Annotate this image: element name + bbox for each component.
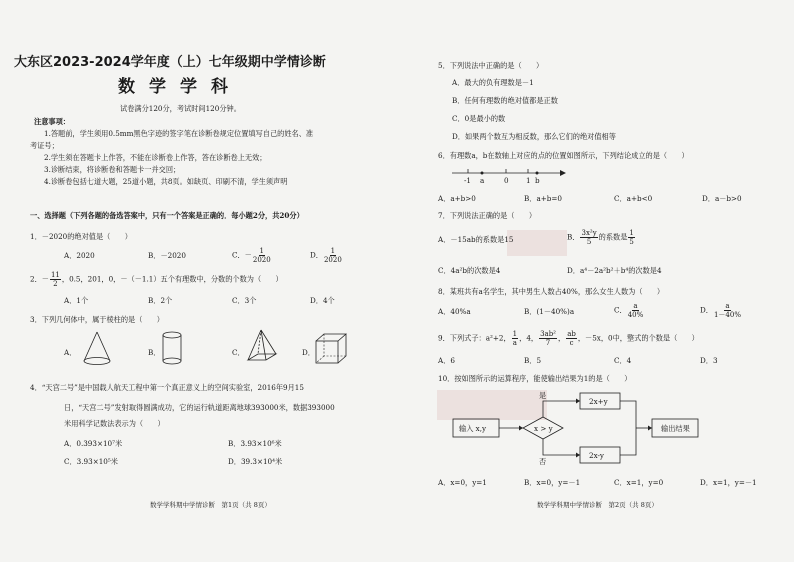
q1-option-b: B．－2020 (148, 251, 186, 260)
cube-figure (314, 332, 348, 366)
axis-label-0: 0 (504, 176, 509, 185)
q7-stem: 7．下列说法正确的是（ ） (438, 211, 537, 220)
q2-option-c: C．3个 (232, 296, 257, 305)
q6-option-d: D．a－b>0 (702, 194, 742, 203)
q10-option-a: A．x=0，y=1 (438, 478, 487, 487)
q5-option-c: C．0是最小的数 (452, 114, 506, 123)
q9-stem: 9．下列式子：a²+2， $\frac{1}{a}$ ，4， $\frac{\text{3ab²}}{7}$ ， $\frac{ab}{c}$ ，－5x，0中，整式的个数是（ ） (438, 330, 699, 347)
q4-option-c: C．3.93×10⁵米 (64, 457, 118, 466)
q4-option-d: D．39.3×10⁴米 (228, 457, 283, 466)
q5-stem: 5．下列说法中正确的是（ ） (438, 61, 544, 70)
right-page (397, 0, 794, 562)
subject-heading: 数学学科 (118, 77, 242, 97)
q1-option-a: A．2020 (64, 251, 95, 260)
q6-option-c: C．a+b<0 (614, 194, 653, 203)
exam-title: 大东区2023-2024学年度（上）七年级期中学情诊断 (14, 55, 326, 70)
watermark-smudge (507, 230, 567, 256)
q6-stem: 6．有理数a，b在数轴上对应的点的位置如图所示，下列结论成立的是（ ） (438, 151, 689, 160)
flow-condition-label: x > y (534, 424, 553, 433)
q9-option-b: B．5 (524, 356, 542, 365)
q9-option-c: C．4 (614, 356, 632, 365)
q2-stem: 2．－ $\frac{11}{2}$ ，0.5，201，0，－（－1.1）五个有理数中，分数的个数为（ ） (30, 271, 283, 288)
q4-line-2: 日，“天宫二号”发射取得圆满成功，它的运行轨道距离地球393000米，数据393000 (64, 403, 335, 412)
axis-label-1: 1 (526, 176, 531, 185)
axis-label-neg1: -1 (464, 176, 472, 185)
q10-option-c: C．x=1，y=0 (614, 478, 664, 487)
q4-line-3: 米用科学记数法表示为（ ） (64, 419, 165, 428)
q3-option-a: A． (64, 348, 77, 357)
q2-option-a: A．1个 (64, 296, 89, 305)
q6-option-b: B．a+b=0 (524, 194, 562, 203)
q2-option-d: D．4个 (310, 296, 335, 305)
q3-option-b: B． (148, 348, 161, 357)
q3-option-c: C． (232, 348, 245, 357)
section-1-heading: 一、选择题（下列各题的备选答案中，只有一个答案是正确的．每小题2分，共20分） (30, 211, 304, 220)
q9-option-d: D．3 (700, 356, 718, 365)
flow-input-label: 输入 x,y (459, 424, 487, 433)
pyramid-figure (244, 328, 280, 366)
q8-option-c: C． $\frac{a}{40\%}$ (614, 302, 644, 319)
q5-option-d: D．如果两个数互为相反数，那么它们的绝对值相等 (452, 132, 616, 141)
q5-option-b: B．任何有理数的绝对值都是正数 (452, 96, 558, 105)
cone-figure (80, 330, 114, 366)
q7-option-c: C．4a²b的次数是4 (438, 266, 501, 275)
axis-label-b: b (535, 176, 540, 185)
q9-option-a: A．6 (438, 356, 455, 365)
q3-option-d: D． (302, 348, 315, 357)
q7-option-b: B． $\frac{\text{3x²y}}{5}$ 的系数是 $\frac{1}{5}$ (567, 229, 634, 246)
q10-option-d: D．x=1，y=－1 (700, 478, 757, 487)
q1-stem: 1．－2020的绝对值是（ ） (30, 232, 132, 241)
left-footer: 数学学科期中学情诊断 第1页（共 8页） (150, 501, 271, 509)
q3-stem: 3．下列几何体中，属于棱柱的是（ ） (30, 315, 164, 324)
flow-bottom-formula: 2x-y (589, 451, 604, 460)
notes-heading: 注意事项： (34, 117, 70, 126)
flow-top-formula: 2x+y (589, 397, 608, 406)
q8-option-d: D． $\frac{a}{1-40\%}$ (700, 302, 741, 319)
note-4: 4.诊断卷包括七道大题，25道小题，共8页。如缺页、印刷不清，学生须声明 (44, 177, 288, 186)
note-1: 1.答题前，学生须用0.5mm黑色字迹的签字笔在诊断卷规定位置填写自己的姓名、准 (44, 129, 314, 138)
q6-option-a: A．a+b>0 (438, 194, 476, 203)
axis-label-a: a (480, 176, 485, 185)
q1-option-c: C．－ $\frac{1}{2020}$ (232, 247, 271, 264)
note-2: 2.学生须在答题卡上作答，不能在诊断卷上作答，答在诊断卷上无效； (44, 153, 267, 162)
right-footer: 数学学科期中学情诊断 第2页（共 8页） (537, 501, 658, 509)
cylinder-figure (160, 330, 184, 366)
q7-option-a: A．－15ab的系数是15 (438, 235, 514, 244)
note-3: 3.诊断结束，将诊断卷和答题卡一并交回； (44, 165, 181, 174)
q8-option-b: B．(1－40%)a (524, 307, 575, 316)
q8-option-a: A．40%a (438, 307, 471, 316)
q8-stem: 8．某班共有a名学生，其中男生人数占40%，那么女生人数为（ ） (438, 287, 665, 296)
flow-no-label: 否 (539, 457, 547, 466)
exam-info: 试卷满分120分，考试时间120分钟。 (120, 104, 241, 113)
q10-stem: 10．按如图所示的运算程序，能使输出结果为1的是（ ） (438, 374, 632, 383)
flow-output-label: 输出结果 (661, 424, 690, 433)
flow-yes-label: 是 (539, 391, 547, 400)
q2-option-b: B．2个 (148, 296, 173, 305)
q10-option-b: B．x=0，y=－1 (524, 478, 581, 487)
note-1-cont: 考证号； (30, 141, 59, 150)
q4-line-1: 4．“天宫二号”是中国载人航天工程中第一个真正意义上的空间实验室，2016年9月15 (30, 383, 304, 392)
q7-option-d: D．a⁴－2a²b²＋b⁴的次数是4 (567, 266, 662, 275)
q5-option-a: A．最大的负有理数是－1 (452, 78, 534, 87)
q4-option-b: B．3.93×10⁶米 (228, 439, 282, 448)
q1-option-d: D． $\frac{1}{2020}$ (310, 247, 342, 264)
q4-option-a: A．0.393×10⁷米 (64, 439, 123, 448)
